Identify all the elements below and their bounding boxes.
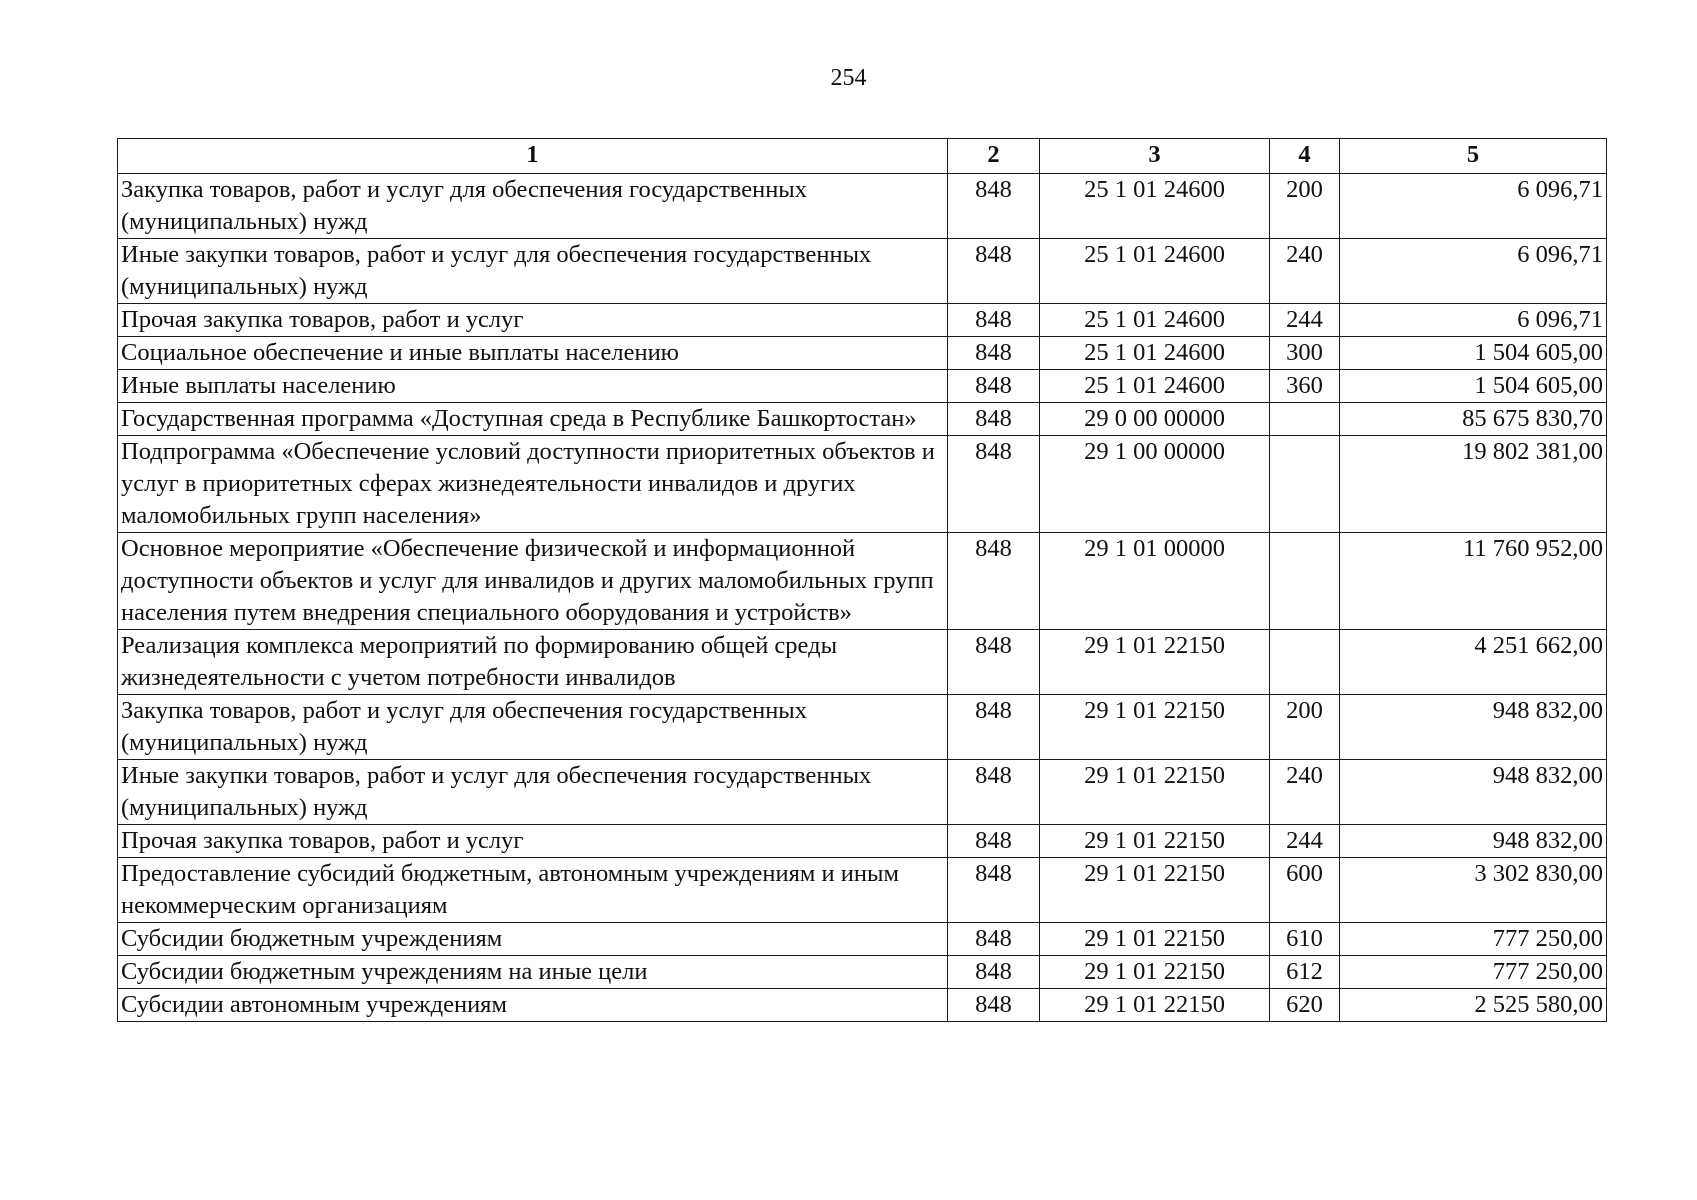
row-name-cell: Основное мероприятие «Обеспечение физической и информационной доступности объектов и услуг для инвалидов и других маломобильных групп населения путем внедрения специального оборудования и устройств» [118, 533, 948, 630]
table-row [118, 825, 1607, 858]
row-name-cell: Иные закупки товаров, работ и услуг для обеспечения государственных (муниципальных) нужд [118, 239, 948, 304]
row-expense-type-cell: 240 [1270, 239, 1340, 304]
row-name-cell: Подпрограмма «Обеспечение условий доступности приоритетных объектов и услуг в приоритетных сферах жизнедеятельности инвалидов и других маломобильных групп населения» [118, 436, 948, 533]
table-body [118, 174, 1607, 1022]
row-name-cell: Субсидии автономным учреждениям [118, 989, 948, 1022]
row-amount-cell: 4 251 662,00 [1340, 630, 1607, 695]
row-amount-cell: 777 250,00 [1340, 956, 1607, 989]
row-target-article-cell: 29 1 01 22150 [1040, 760, 1270, 825]
row-name-cell: Закупка товаров, работ и услуг для обеспечения государственных (муниципальных) нужд [118, 695, 948, 760]
row-ministry-code-cell: 848 [948, 989, 1040, 1022]
row-ministry-code-cell: 848 [948, 174, 1040, 239]
row-name-cell: Иные закупки товаров, работ и услуг для обеспечения государственных (муниципальных) нужд [118, 760, 948, 825]
table-row [118, 436, 1607, 533]
row-target-article-cell: 29 1 01 22150 [1040, 825, 1270, 858]
row-ministry-code-cell: 848 [948, 337, 1040, 370]
row-amount-cell: 1 504 605,00 [1340, 370, 1607, 403]
row-target-article-cell: 29 0 00 00000 [1040, 403, 1270, 436]
row-ministry-code-cell: 848 [948, 239, 1040, 304]
row-expense-type-cell: 240 [1270, 760, 1340, 825]
table-row [118, 239, 1607, 304]
row-ministry-code-cell: 848 [948, 760, 1040, 825]
budget-table [117, 138, 1607, 1022]
row-target-article-cell: 25 1 01 24600 [1040, 337, 1270, 370]
row-name-cell: Реализация комплекса мероприятий по формированию общей среды жизнедеятельности с учетом потребности инвалидов [118, 630, 948, 695]
row-expense-type-cell: 600 [1270, 858, 1340, 923]
row-ministry-code-cell: 848 [948, 533, 1040, 630]
row-amount-cell: 948 832,00 [1340, 760, 1607, 825]
table-row [118, 760, 1607, 825]
row-ministry-code-cell: 848 [948, 370, 1040, 403]
row-expense-type-cell: 244 [1270, 304, 1340, 337]
row-ministry-code-cell: 848 [948, 695, 1040, 760]
row-name-cell: Иные выплаты населению [118, 370, 948, 403]
table-row [118, 403, 1607, 436]
row-target-article-cell: 25 1 01 24600 [1040, 304, 1270, 337]
table-row [118, 923, 1607, 956]
header-col-4: 4 [1270, 139, 1340, 174]
row-ministry-code-cell: 848 [948, 304, 1040, 337]
table-row [118, 304, 1607, 337]
row-expense-type-cell [1270, 403, 1340, 436]
row-amount-cell: 777 250,00 [1340, 923, 1607, 956]
row-amount-cell: 6 096,71 [1340, 304, 1607, 337]
row-expense-type-cell: 612 [1270, 956, 1340, 989]
row-amount-cell: 948 832,00 [1340, 825, 1607, 858]
row-amount-cell: 11 760 952,00 [1340, 533, 1607, 630]
row-target-article-cell: 29 1 01 22150 [1040, 989, 1270, 1022]
row-expense-type-cell [1270, 630, 1340, 695]
row-expense-type-cell [1270, 533, 1340, 630]
page-number: 254 [830, 65, 867, 91]
row-ministry-code-cell: 848 [948, 923, 1040, 956]
row-expense-type-cell: 360 [1270, 370, 1340, 403]
header-col-1: 1 [118, 139, 948, 174]
row-expense-type-cell: 610 [1270, 923, 1340, 956]
row-amount-cell: 948 832,00 [1340, 695, 1607, 760]
row-target-article-cell: 29 1 00 00000 [1040, 436, 1270, 533]
row-ministry-code-cell: 848 [948, 436, 1040, 533]
table-row [118, 174, 1607, 239]
table-row [118, 337, 1607, 370]
row-target-article-cell: 25 1 01 24600 [1040, 174, 1270, 239]
header-row [118, 139, 1607, 174]
row-name-cell: Закупка товаров, работ и услуг для обеспечения государственных (муниципальных) нужд [118, 174, 948, 239]
row-target-article-cell: 29 1 01 22150 [1040, 695, 1270, 760]
table-row [118, 956, 1607, 989]
header-col-5: 5 [1340, 139, 1607, 174]
table-row [118, 695, 1607, 760]
table-row [118, 533, 1607, 630]
row-name-cell: Государственная программа «Доступная среда в Республике Башкортостан» [118, 403, 948, 436]
row-amount-cell: 2 525 580,00 [1340, 989, 1607, 1022]
row-amount-cell: 3 302 830,00 [1340, 858, 1607, 923]
row-name-cell: Прочая закупка товаров, работ и услуг [118, 825, 948, 858]
row-expense-type-cell: 200 [1270, 174, 1340, 239]
row-target-article-cell: 29 1 01 22150 [1040, 923, 1270, 956]
table-row [118, 858, 1607, 923]
header-col-3: 3 [1040, 139, 1270, 174]
row-amount-cell: 19 802 381,00 [1340, 436, 1607, 533]
row-ministry-code-cell: 848 [948, 858, 1040, 923]
table-row [118, 989, 1607, 1022]
header-col-2: 2 [948, 139, 1040, 174]
row-expense-type-cell [1270, 436, 1340, 533]
table-row [118, 630, 1607, 695]
row-name-cell: Предоставление субсидий бюджетным, автономным учреждениям и иным некоммерческим организациям [118, 858, 948, 923]
row-ministry-code-cell: 848 [948, 630, 1040, 695]
row-amount-cell: 85 675 830,70 [1340, 403, 1607, 436]
row-name-cell: Социальное обеспечение и иные выплаты населению [118, 337, 948, 370]
row-name-cell: Субсидии бюджетным учреждениям на иные цели [118, 956, 948, 989]
row-ministry-code-cell: 848 [948, 403, 1040, 436]
row-target-article-cell: 25 1 01 24600 [1040, 370, 1270, 403]
row-target-article-cell: 25 1 01 24600 [1040, 239, 1270, 304]
row-ministry-code-cell: 848 [948, 825, 1040, 858]
row-ministry-code-cell: 848 [948, 956, 1040, 989]
row-expense-type-cell: 200 [1270, 695, 1340, 760]
table-row [118, 370, 1607, 403]
row-target-article-cell: 29 1 01 22150 [1040, 858, 1270, 923]
row-amount-cell: 1 504 605,00 [1340, 337, 1607, 370]
row-expense-type-cell: 300 [1270, 337, 1340, 370]
row-target-article-cell: 29 1 01 00000 [1040, 533, 1270, 630]
row-amount-cell: 6 096,71 [1340, 174, 1607, 239]
table-header [118, 139, 1607, 174]
row-expense-type-cell: 620 [1270, 989, 1340, 1022]
row-name-cell: Прочая закупка товаров, работ и услуг [118, 304, 948, 337]
row-target-article-cell: 29 1 01 22150 [1040, 956, 1270, 989]
row-target-article-cell: 29 1 01 22150 [1040, 630, 1270, 695]
row-expense-type-cell: 244 [1270, 825, 1340, 858]
row-name-cell: Субсидии бюджетным учреждениям [118, 923, 948, 956]
row-amount-cell: 6 096,71 [1340, 239, 1607, 304]
